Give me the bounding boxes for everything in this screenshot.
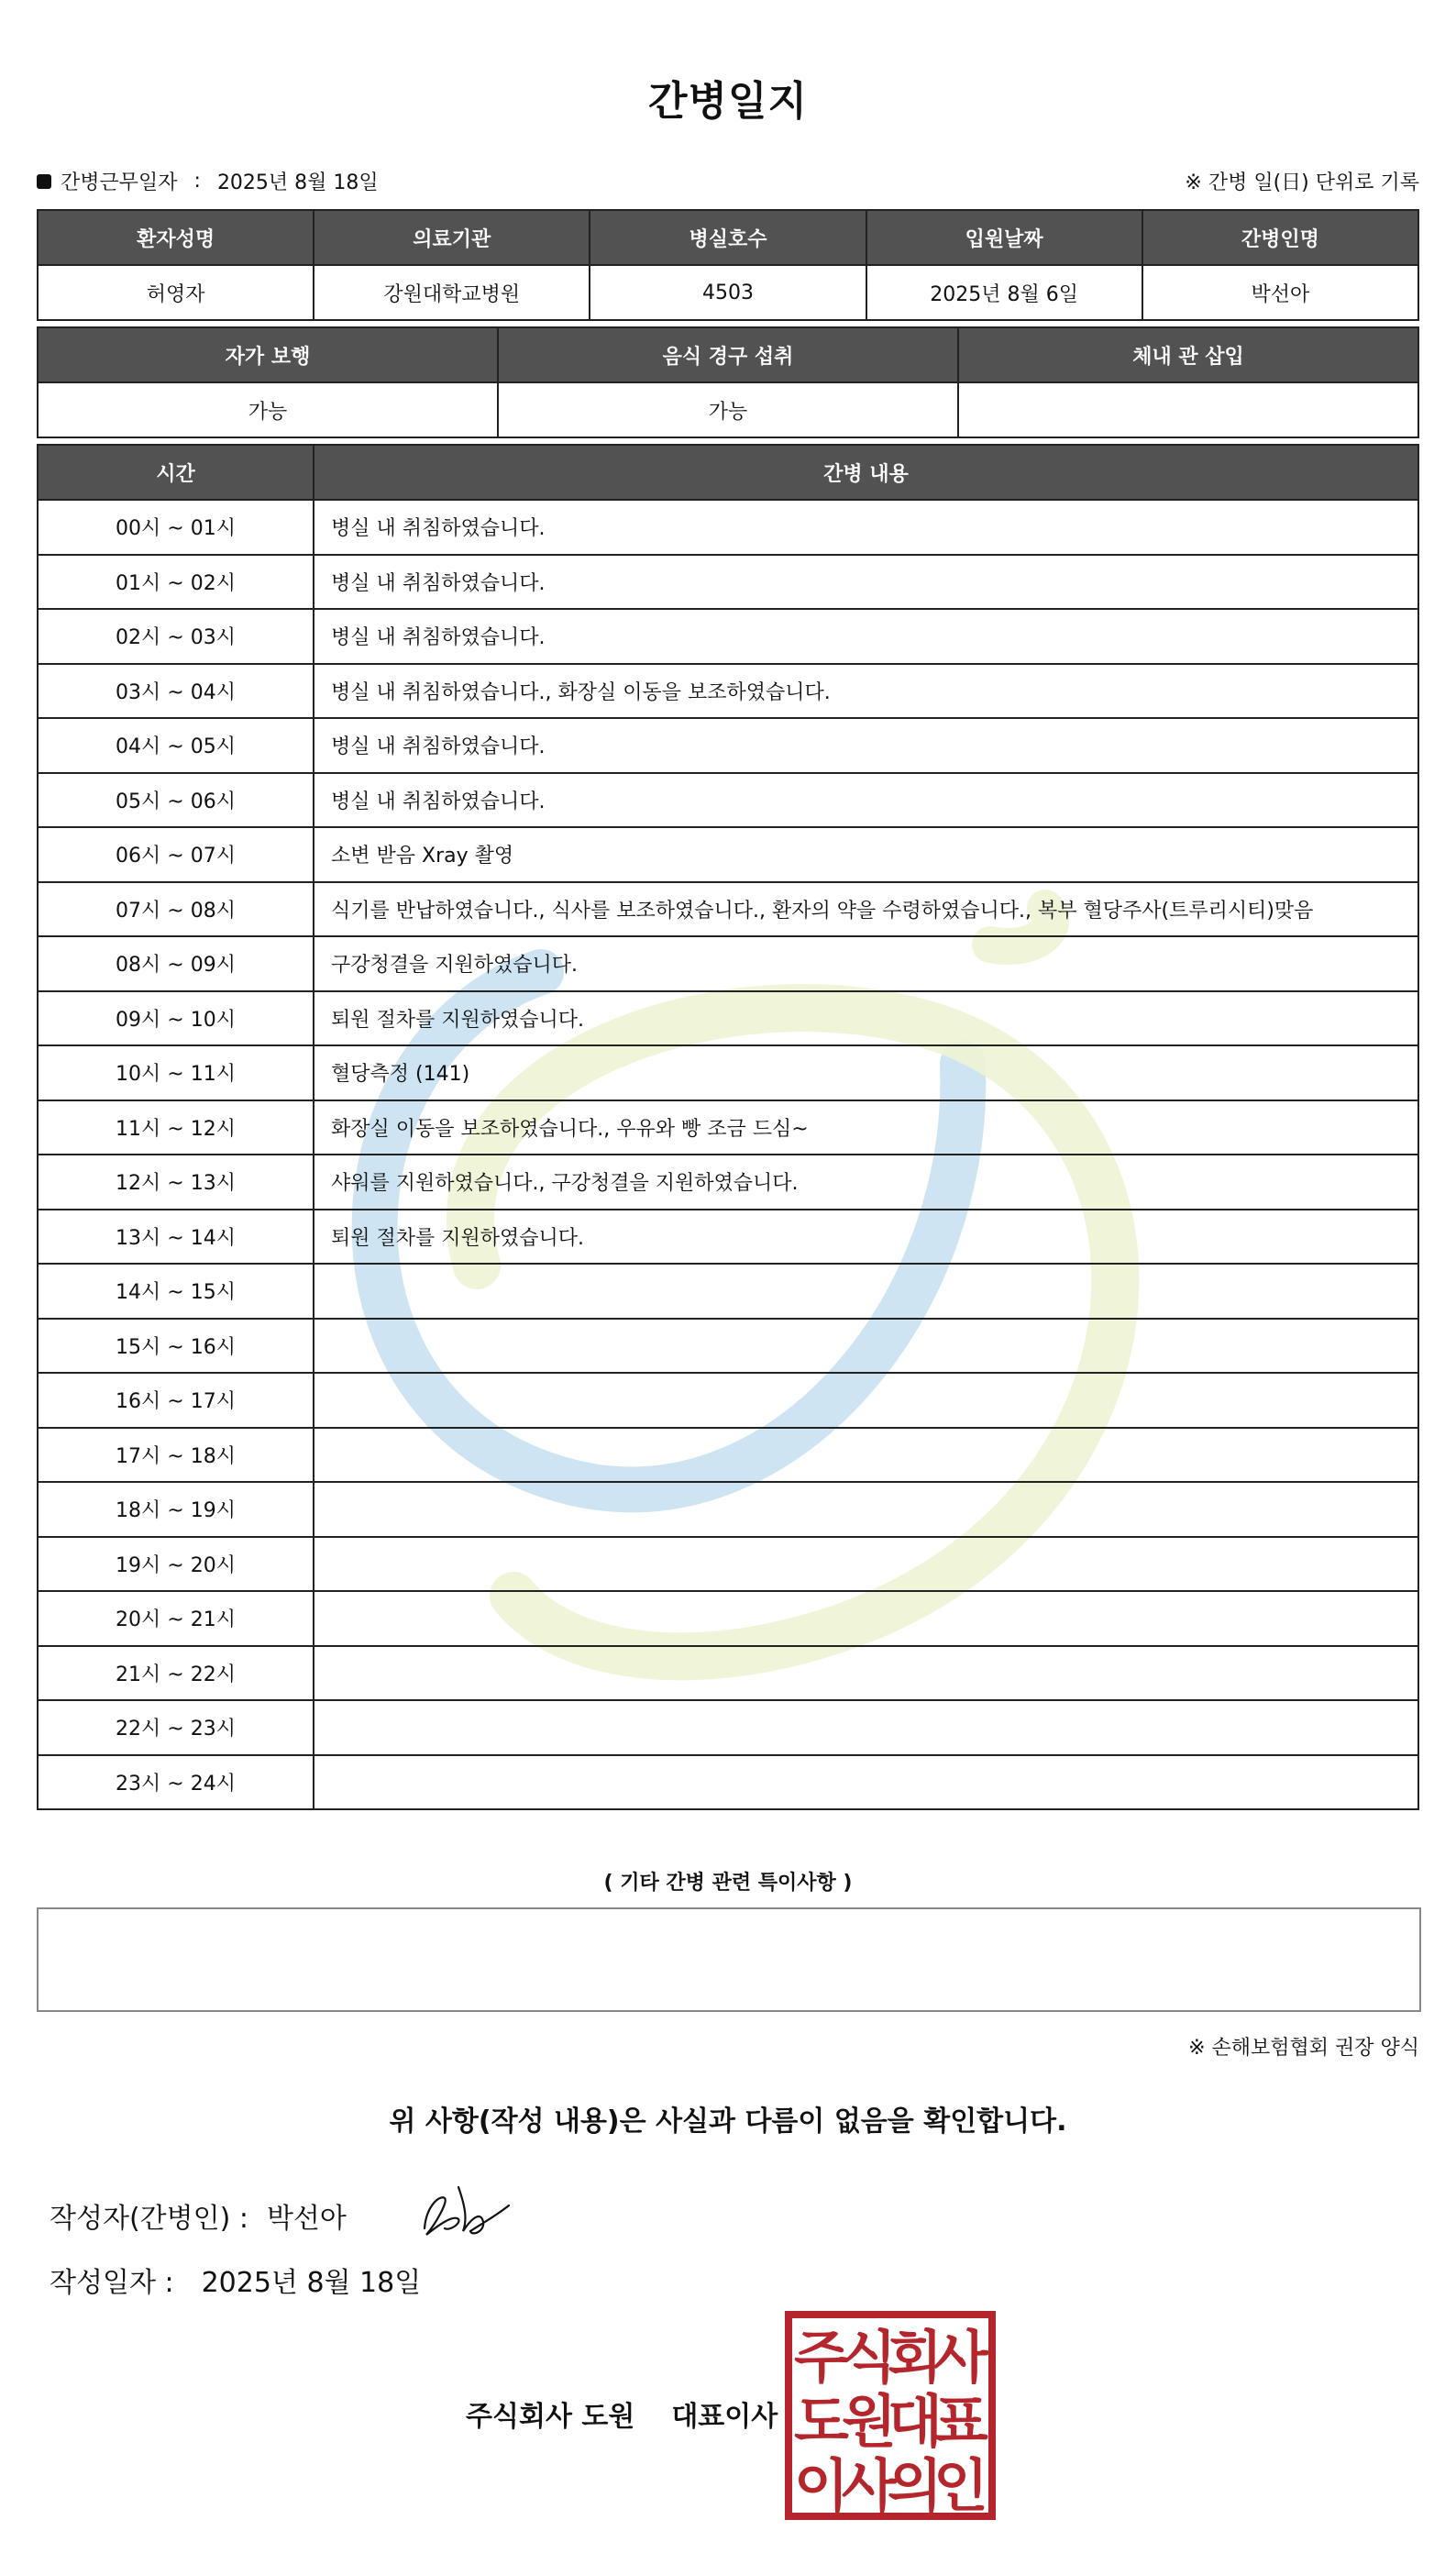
signature-image — [417, 2178, 518, 2260]
self-walking-value: 가능 — [38, 382, 498, 437]
log-content[interactable]: 화장실 이동을 보조하였습니다., 우유와 빵 조금 드심~ — [314, 1100, 1418, 1155]
log-time: 17시 ~ 18시 — [38, 1428, 314, 1483]
company-name: 주식회사 도원 — [466, 2401, 635, 2433]
log-content[interactable]: 병실 내 취침하였습니다. — [314, 555, 1418, 610]
log-time: 23시 ~ 24시 — [38, 1755, 314, 1810]
tube-insertion-value — [958, 382, 1418, 437]
confirmation-statement: 위 사항(작성 내용)은 사실과 다름이 없음을 확인합니다. — [389, 2105, 1067, 2138]
log-content[interactable] — [314, 1700, 1418, 1755]
table-row — [38, 1319, 1418, 1374]
admission-date: 2025년 8월 6일 — [866, 265, 1142, 320]
log-time: 02시 ~ 03시 — [38, 609, 314, 664]
table-row — [38, 1428, 1418, 1483]
log-time: 11시 ~ 12시 — [38, 1100, 314, 1155]
log-time: 10시 ~ 11시 — [38, 1045, 314, 1100]
svg-text:의: 의 — [888, 2452, 943, 2519]
log-time: 18시 ~ 19시 — [38, 1482, 314, 1537]
svg-text:이: 이 — [794, 2452, 849, 2519]
table-row — [38, 664, 1418, 719]
care-log-body — [38, 500, 1418, 1809]
table-row — [38, 1210, 1418, 1265]
header-time: 시간 — [38, 445, 314, 500]
table-row — [38, 555, 1418, 610]
company-title: 대표이사 — [671, 2401, 778, 2433]
log-time: 13시 ~ 14시 — [38, 1210, 314, 1265]
daily-record-note: ※ 간병 일(日) 단위로 기록 — [1185, 171, 1419, 194]
log-content[interactable]: 퇴원 절차를 지원하였습니다. — [314, 1210, 1418, 1265]
log-time: 06시 ~ 07시 — [38, 827, 314, 882]
header-tube-insertion: 체내 관 삽입 — [958, 327, 1418, 382]
company-signoff — [466, 2393, 778, 2434]
svg-text:표: 표 — [933, 2388, 988, 2455]
log-time: 19시 ~ 20시 — [38, 1537, 314, 1592]
log-content[interactable]: 구강청결을 지원하였습니다. — [314, 936, 1418, 991]
log-time: 14시 ~ 15시 — [38, 1264, 314, 1319]
log-content[interactable] — [314, 1646, 1418, 1701]
svg-text:사: 사 — [842, 2452, 897, 2519]
table-row — [38, 1482, 1418, 1537]
patient-info-table — [37, 209, 1419, 321]
table-row — [38, 1373, 1418, 1428]
log-content[interactable] — [314, 1428, 1418, 1483]
bullet-square-icon — [37, 174, 51, 189]
table-row — [38, 882, 1418, 937]
log-time: 08시 ~ 09시 — [38, 936, 314, 991]
table-row — [38, 1100, 1418, 1155]
log-content[interactable] — [314, 1264, 1418, 1319]
special-notes-title: ( 기타 간병 관련 특이사항 ) — [603, 1872, 853, 1895]
caregiver-name: 박선아 — [1142, 265, 1418, 320]
svg-text:대: 대 — [888, 2388, 943, 2455]
log-time: 15시 ~ 16시 — [38, 1319, 314, 1374]
header-oral-intake: 음식 경구 섭취 — [498, 327, 958, 382]
svg-text:도: 도 — [794, 2388, 849, 2455]
header-caregiver: 간병인명 — [1142, 210, 1418, 265]
log-time: 12시 ~ 13시 — [38, 1155, 314, 1210]
oral-intake-value: 가능 — [498, 382, 958, 437]
written-date-label: 작성일자 : — [50, 2267, 174, 2299]
company-seal — [785, 2311, 996, 2520]
svg-text:원: 원 — [842, 2388, 897, 2455]
table-row — [38, 609, 1418, 664]
header-patient-name: 환자성명 — [38, 210, 314, 265]
writer-row — [50, 2195, 347, 2236]
writer-label: 작성자(간병인) : — [50, 2203, 248, 2235]
log-content[interactable]: 병실 내 취침하였습니다. — [314, 773, 1418, 828]
log-content[interactable]: 퇴원 절차를 지원하였습니다. — [314, 991, 1418, 1046]
log-content[interactable] — [314, 1373, 1418, 1428]
log-content[interactable] — [314, 1755, 1418, 1810]
table-row — [38, 500, 1418, 555]
log-content[interactable]: 병실 내 취침하였습니다. — [314, 500, 1418, 555]
page-title: 간병일지 — [647, 78, 808, 125]
written-date-value: 2025년 8월 18일 — [201, 2267, 422, 2299]
patient-name: 허영자 — [38, 265, 314, 320]
log-time: 20시 ~ 21시 — [38, 1591, 314, 1646]
table-row — [38, 1537, 1418, 1592]
table-row — [38, 1045, 1418, 1100]
svg-text:주: 주 — [794, 2324, 849, 2391]
header-self-walking: 자가 보행 — [38, 327, 498, 382]
log-content[interactable]: 혈당측정 (141) — [314, 1045, 1418, 1100]
table-row — [38, 827, 1418, 882]
table-row — [38, 1755, 1418, 1810]
log-time: 04시 ~ 05시 — [38, 718, 314, 773]
svg-text:사: 사 — [933, 2324, 988, 2391]
header-care-content: 간병 내용 — [314, 445, 1418, 500]
table-row — [38, 1646, 1418, 1701]
log-content[interactable] — [314, 1537, 1418, 1592]
table-row — [38, 1700, 1418, 1755]
patient-status-table — [37, 326, 1419, 438]
writer-name: 박선아 — [266, 2203, 347, 2235]
log-content[interactable]: 식기를 반납하였습니다., 식사를 보조하였습니다., 환자의 약을 수령하였습니다., 복부 혈당주사(트루리시티)맞음 — [314, 882, 1418, 937]
log-content[interactable]: 병실 내 취침하였습니다., 화장실 이동을 보조하였습니다. — [314, 664, 1418, 719]
log-time: 21시 ~ 22시 — [38, 1646, 314, 1701]
room-number: 4503 — [590, 265, 866, 320]
log-content[interactable]: 병실 내 취침하였습니다. — [314, 609, 1418, 664]
log-content[interactable]: 소변 받음 Xray 촬영 — [314, 827, 1418, 882]
recommend-note: ※ 손해보험협회 권장 양식 — [1188, 2037, 1419, 2060]
log-content[interactable]: 병실 내 취침하였습니다. — [314, 718, 1418, 773]
duty-meta — [37, 167, 1419, 194]
duty-date-label: 간병근무일자 — [61, 171, 178, 194]
log-time: 22시 ~ 23시 — [38, 1700, 314, 1755]
table-row — [38, 773, 1418, 828]
log-content[interactable] — [314, 1482, 1418, 1537]
log-content[interactable]: 샤워를 지원하였습니다., 구강청결을 지원하였습니다. — [314, 1155, 1418, 1210]
log-time: 00시 ~ 01시 — [38, 500, 314, 555]
header-hospital: 의료기관 — [314, 210, 590, 265]
duty-date-separator: : — [193, 170, 201, 193]
log-time: 16시 ~ 17시 — [38, 1373, 314, 1428]
log-time: 07시 ~ 08시 — [38, 882, 314, 937]
header-room: 병실호수 — [590, 210, 866, 265]
log-content[interactable] — [314, 1319, 1418, 1374]
log-content[interactable] — [314, 1591, 1418, 1646]
table-row — [38, 1591, 1418, 1646]
log-time: 03시 ~ 04시 — [38, 664, 314, 719]
care-log-table — [37, 444, 1419, 1810]
log-time: 01시 ~ 02시 — [38, 555, 314, 610]
table-row — [38, 718, 1418, 773]
written-date-row — [50, 2260, 421, 2300]
log-time: 09시 ~ 10시 — [38, 991, 314, 1046]
table-row — [38, 1264, 1418, 1319]
svg-text:식: 식 — [842, 2324, 897, 2391]
duty-date-value: 2025년 8월 18일 — [216, 171, 379, 194]
table-row — [38, 1155, 1418, 1210]
table-row — [38, 936, 1418, 991]
svg-text:인: 인 — [933, 2452, 988, 2519]
hospital-name: 강원대학교병원 — [314, 265, 590, 320]
svg-text:회: 회 — [888, 2324, 943, 2391]
table-row — [38, 991, 1418, 1046]
header-admission-date: 입원날짜 — [866, 210, 1142, 265]
special-notes-box[interactable] — [37, 1907, 1421, 2012]
log-time: 05시 ~ 06시 — [38, 773, 314, 828]
